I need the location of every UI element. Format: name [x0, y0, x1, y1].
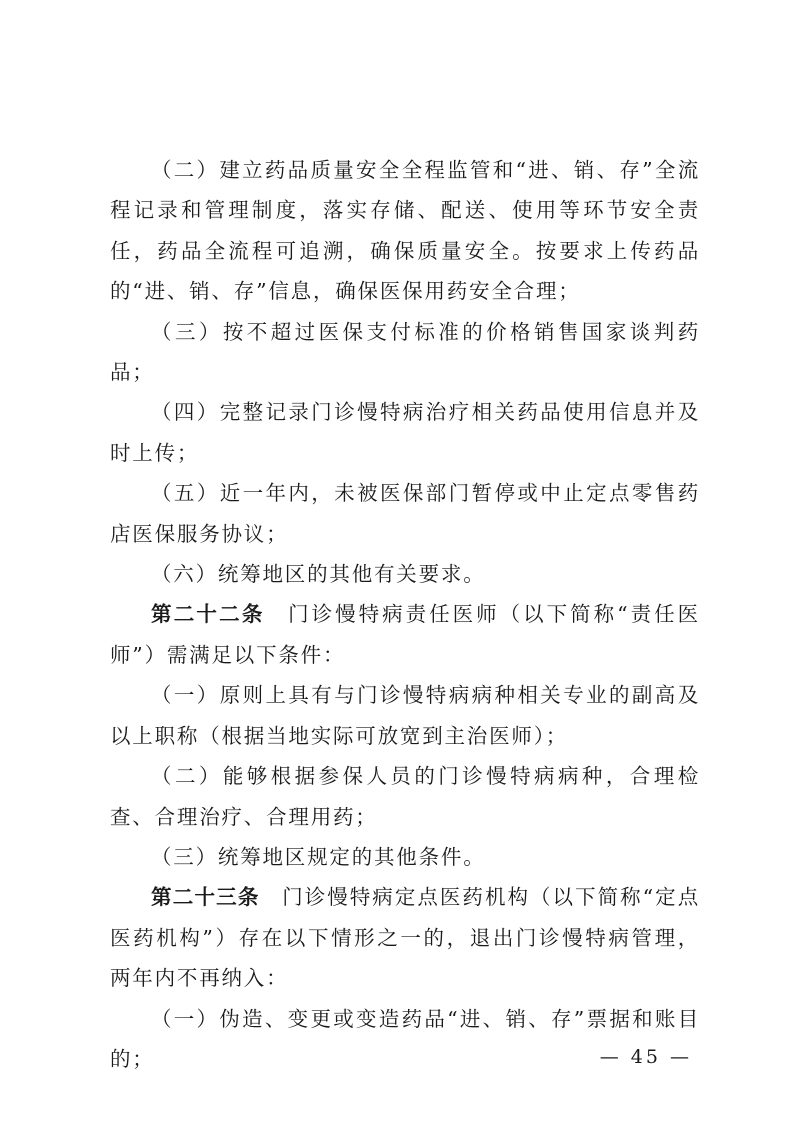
- article-paragraph: 第二十二条 门诊慢特病责任医师（以下简称“责任医师”）需满足以下条件：: [110, 602, 700, 667]
- paragraph: （一）伪造、变更或变造药品“进、销、存”票据和账目的；: [110, 1006, 700, 1071]
- paragraph: （五）近一年内，未被医保部门暂停或中止定点零售药店医保服务协议；: [110, 481, 700, 546]
- paragraph: （三）统筹地区规定的其他条件。: [151, 844, 486, 869]
- article-heading: 第二十二条: [151, 602, 265, 627]
- paragraph: （三）按不超过医保支付标准的价格销售国家谈判药品；: [110, 319, 700, 385]
- document-body: [110, 150, 700, 1079]
- paragraph: （二）建立药品质量安全全程监管和“进、销、存”全流程记录和管理制度，落实存储、配送、使用等环节安全责任，药品全流程可追溯，确保质量安全。按要求上传药品的“进、销、存”信息，确保医保用药安全合理；: [110, 158, 700, 304]
- article-paragraph: 第二十三条 门诊慢特病定点医药机构（以下简称“定点医药机构”）存在以下情形之一的，退出门诊慢特病管理，两年内不再纳入：: [110, 885, 700, 991]
- paragraph: （二）能够根据参保人员的门诊慢特病病种，合理检查、合理治疗、合理用药；: [110, 764, 700, 829]
- paragraph: （一）原则上具有与门诊慢特病病种相关专业的副高及以上职称（根据当地实际可放宽到主治医师）；: [110, 683, 700, 748]
- article-heading: 第二十三条: [151, 885, 260, 910]
- paragraph: （四）完整记录门诊慢特病治疗相关药品使用信息并及时上传；: [110, 400, 700, 465]
- page-number: — 45 —: [599, 1046, 692, 1068]
- paragraph: （六）统筹地区的其他有关要求。: [151, 562, 486, 587]
